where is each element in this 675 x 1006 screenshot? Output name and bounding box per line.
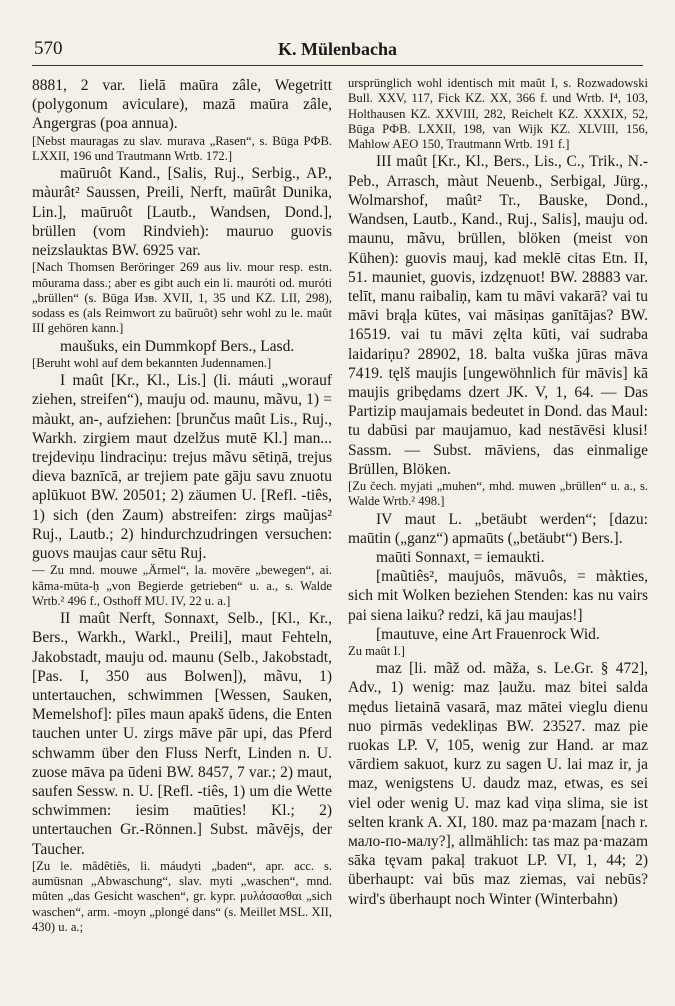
page-header [32, 38, 643, 62]
page-number: 570 [34, 38, 63, 59]
dictionary-entry: maz [li. mãž od. mãža, s. Le.Gr. § 472], Adv., 1) wenig: maz ļaužu. maz bitei salda mędus lietainā vasarā, maz mātei vieglu dienu nuo pirmās vedekliņas BW. 23527. maz pie ruokas LP. V, 105, wenig zur Hand. ar maz vārdiem sakuot, kurz zu sagen U. lai maz ir, ja maz, wenigstens U. daudz maz, etwas, es sei viel oder wenig U. maz kad viņa slima, sie ist selten krank A. XI, 180. maz pa·mazam [nach r. мало-по-малу?], allmählich: tas maz pa·mazam sāka tęvam pakaļ trakuot LP. VI, 1, 44; 2) überhaupt: vai būs maz ziemas, vai nebūs? wird's überhaupt noch Winter (Winterbahn) [348, 660, 648, 908]
dictionary-entry: maušuks, ein Dummkopf Bers., Lasd. [60, 337, 295, 355]
etymology-note: [Nach Thomsen Beröringer 269 aus liv. mour resp. estn. mõurama dass.; aber es gibt auch ein li. mauróti od. muróti „brüllen“ (s. Būga Изв. XVII, 1, 35 und KZ. LII, 298), sodass es (als Reimwort zu baũruôt) sehr wohl zu le. maût III gehören kann.] [32, 260, 332, 336]
right-column [348, 76, 648, 935]
etymology-note: Zu maût I.] [348, 643, 406, 658]
dictionary-entry: IV maut L. „betäubt werden“; [dazu: maūtin („ganz“) apmaūts („betäubt“) Bers.]. [348, 510, 648, 547]
dictionary-entry: 8881, 2 var. lielā maūra zâle, Wegetritt (polygonum aviculare), mazā maūra zâle, Angergras (poa annua). [32, 77, 332, 133]
header-rule [32, 65, 643, 66]
dictionary-entry: [maũtiês², maujuôs, māvuôs, = màkties, sich mit Wolken beziehen Stenden: kas nu vairs pai siena laiku? redzi, kā jau maujas!] [348, 568, 648, 624]
dictionary-entry: II maût Nerft, Sonnaxt, Selb., [Kl., Kr., Bers., Warkh., Warkl., Preili], maut Fehteln, Jakobstadt, mauju od. maunu (Selb., Jakobstadt, [Pas. I, 350 aus Bolwen]), mãvu, 1) untertauchen, schwimmen [Wessen, Sauken, Memelshof]: pīles maun apakš ūdens, die Enten tauchen unter U. zirgs māve pār upi, das Pferd schwamm über den Fluss Nerft, Linden n. U. zuose māva pa ūdeni BW. 8457, 7 var.; 2) maut, saufen Sessw. n. U. [Refl. -tiês, 1) um die Wette schwimmen: iesim maūties! Kl.; 2) untertauchen Gr.-Rönnen.] Subst. mãvējs, der Taucher. [32, 610, 332, 858]
etymology-note: — Zu mnd. mouwe „Ärmel“, la. movēre „bewegen“, ai. kãma-mūta-ḥ „von Begierde getrieben“ u. a., s. Walde Wrtb.² 496 f., Osthoff MU. IV, 22 u. a.] [32, 563, 332, 608]
text-columns [32, 76, 648, 935]
etymology-note: [Zu le. mâdêtiês, li. máudyti „baden“, apr. acc. s. aumūsnan „Abwaschung“, slav. myti „waschen“, mnd. mûten „das Gesicht waschen“, gr. kypr. μυλάσασθαι „sich waschen“, arm. -moyn „plongé dans“ (s. Meillet MSL. XII, 430) u. a.; [32, 858, 332, 934]
left-column [32, 76, 332, 935]
dictionary-entry: maūruôt Kand., [Salis, Ruj., Serbig., AP., màurât² Saussen, Preili, Nerft, maūrât Dunika, Lin.], maūruôt [Lautb., Wandsen, Dond.], brüllen (vom Rindvieh): mauruo guovis neizslauktas BW. 6925 var. [32, 165, 332, 260]
dictionary-entry: I maût [Kr., Kl., Lis.] (li. máuti „worauf ziehen, streifen“), mauju od. maunu, mãvu, 1) = màukt, an-, aufziehen: [brunčus maût Lis., Ruj., Warkh. zirgiem maut dzelžus mutē Kl.] man... trejdeviņu lindraciņu: trejus mãvu sētiņā, trejus dieva baznīcā, ar trejiem pate gāju savu znuotu aplūkuot BW. 20501; 2) zäumen U. [Refl. -tiês, 1) sich (den Zaum) abstreifen: zirgs maũjas² Ruj., Lautb.; 2) hindurchzudringen versuchen: guovs maujas caur sētu Ruj. [32, 372, 332, 563]
dictionary-entry: maūti Sonnaxt, = iemaukti. [376, 548, 545, 566]
etymology-note: [Nebst mauragas zu slav. murava „Rasen“, s. Būga PФB. LXXII, 196 und Trautmann Wrtb. 172.] [32, 133, 332, 163]
running-title: K. Mülenbacha [277, 39, 397, 59]
dictionary-entry: III maût [Kr., Kl., Bers., Lis., C., Trik., N.-Peb., Arrasch, màut Neuenb., Serbigal, Jürg., Wolmarshof, maût² Tr., Bauske, Dond., Wandsen, Lautb., Kand., Ruj., Salis], mauju od. maunu, mãvu, brüllen, blöken (meist von Kühen): guovis mauj, kad meklē citas Etn. II, 51. mauniet, guovis, izdzęnuot! BW. 28883 var. telīt, manu raibaliņ, kam tu māvi vakarā? vai tu māvi brąļa kūtes, vai māsiņas ganītājas? BW. 16519. vai tu māvi zęlta kūti, vai sudraba laidariņu? 28902, 18. balta vuška jūras māva 7419. tęlš maujis [ungewöhnlich für māvis] kā maujis gribędams dzert JK. V, 1, 64. — Das Partizip maujamais bedeutet in Dond. das Maul: tu dabūsi par maujamuo, kad nestāvēsi klusi! Sassm. — Subst. māviens, das einmalige Brüllen, Blöken. [348, 153, 648, 478]
etymology-note: [Beruht wohl auf dem bekannten Judennamen.] [32, 355, 272, 370]
etymology-note: [Zu čech. myjati „muhen“, mhd. muwen „brüllen“ u. a., s. Walde Wrtb.² 498.] [348, 478, 648, 509]
etymology-note: ursprünglich wohl identisch mit maût I, s. Rozwadowski Bull. XXV, 117, Fick KZ. XX, 366 f. und Wrtb. I⁴, 103, Holthausen KZ. XXVIII, 282, Reichelt KZ. XXXIX, 52, Būga PФB. LXXII, 198, van Wijk KZ. XLVIII, 156, Mahlow AEO 150, Trautmann Wrtb. 191 f.] [348, 76, 648, 152]
dictionary-entry: [mautuve, eine Art Frauenrock Wid. [376, 625, 600, 643]
